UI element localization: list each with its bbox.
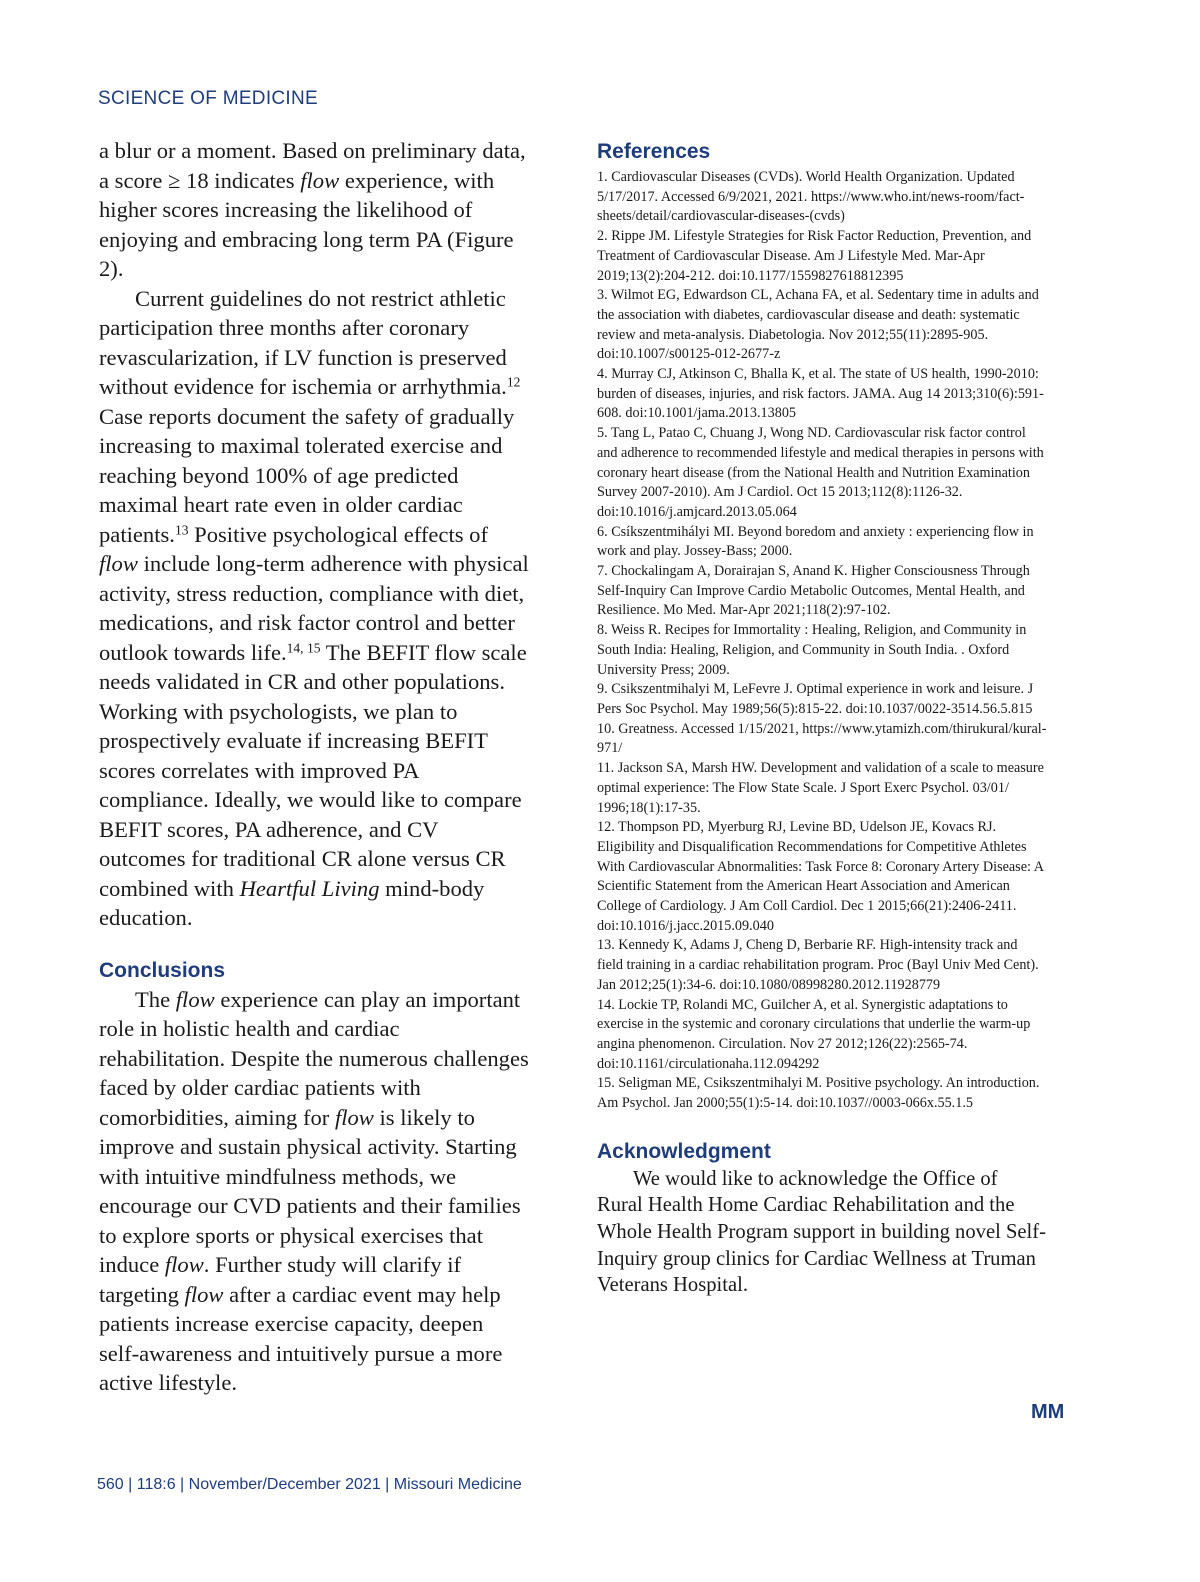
reference-item: 12. Thompson PD, Myerburg RJ, Levine BD, Udelson JE, Kovacs RJ. Eligibility and Disqualification Recommendations for Competitive Athletes With Cardiovascular Abnormalities: Task Force 8: Coronary Artery Disease: A Scientific Statement from the American Heart Association and American College of Cardiology. J Am Coll Cardiol. Dec 1 2015;66(21):2406-2411. doi:10.1016/j.jacc.2015.09.040 (597, 819, 1044, 934)
references-list (597, 168, 1047, 1114)
references-heading: References (597, 140, 711, 163)
italic-term: flow (99, 551, 138, 576)
reference-item: 6. Csíkszentmihályi MI. Beyond boredom and anxiety : experiencing flow in work and play. Jossey-Bass; 2000. (597, 523, 1034, 560)
reference-item: 11. Jackson SA, Marsh HW. Development and validation of a scale to measure optimal experience: The Flow State Scale. J Sport Exerc Psychol. 03/01/ 1996;18(1):17-35. (597, 760, 1044, 816)
reference-item: 1. Cardiovascular Diseases (CVDs). World Health Organization. Updated 5/17/2017. Accessed 6/9/2021, 2021. https://www.who.int/news-room/fact-sheets/detail/cardiovascular-diseases-(cvds) (597, 169, 1025, 225)
section-label: SCIENCE OF MEDICINE (98, 88, 318, 109)
acknowledgment-heading: Acknowledgment (597, 1139, 771, 1163)
italic-term: flow (334, 1104, 374, 1130)
italic-term: flow (184, 1281, 224, 1307)
reference-item: 8. Weiss R. Recipes for Immortality : Healing, Religion, and Community in South India: Healing, Religion, and Community in South India. . Oxford University Press; 2009. (597, 622, 1027, 678)
right-column (597, 140, 1047, 1299)
body-paragraph-1: a blur or a moment. Based on preliminary data, a score ≥ 18 indicates flow experience, with higher scores increasing the likelihood of enjoying and embracing long term PA (Figure 2). (99, 138, 526, 281)
body-paragraph-2: Current guidelines do not restrict athletic participation three months after coronary revascularization, if LV function is preserved without evidence for ischemia or arrhythmia.$^{12}$ Case reports document the safety of gradually increasing to maximal tolerated exercise and reaching beyond 100% of age predicted maximal heart rate even in older cardiac patients.$^{13}$ Positive psychological effects of flow include long-term adherence with physical activity, stress reduction, compliance with diet, medications, and risk factor control and better outlook towards life.$^{14, 15}$ The BEFIT flow scale needs validated in CR and other populations. Working with psychologists, we plan to prospectively evaluate if increasing BEFIT scores correlates with improved PA compliance. Ideally, we would like to compare BEFIT scores, PA adherence, and CV outcomes for traditional CR alone versus CR combined with Heartful Living mind-body education. (99, 285, 529, 930)
left-column (99, 136, 529, 1398)
citation-superscript: 13 (174, 522, 189, 538)
italic-term: flow (300, 167, 340, 193)
acknowledgment-paragraph: We would like to acknowledge the Office of Rural Health Home Cardiac Rehabilitation and the Whole Health Program support in building novel Self-Inquiry group clinics for Cardiac Wellness at Truman Veterans Hospital. (597, 1167, 1046, 1297)
reference-item: 4. Murray CJ, Atkinson C, Bhalla K, et al. The state of US health, 1990-2010: burden of diseases, injuries, and risk factors. JAMA. Aug 14 2013;310(6):591-608. doi:10.1001/jama.2013.13805 (597, 366, 1044, 422)
page-footer: 560 | 118:6 | November/December 2021 | Missouri Medicine (97, 1476, 522, 1493)
reference-item: 14. Lockie TP, Rolandi MC, Guilcher A, et al. Synergistic adaptations to exercise in the systemic and coronary circulations that underlie the warm-up angina phenomenon. Circulation. Nov 27 2012;126(22):2565-74. doi:10.1161/circulationaha.112.094292 (597, 996, 1031, 1072)
italic-term: flow (164, 1252, 204, 1277)
reference-item: 2. Rippe JM. Lifestyle Strategies for Risk Factor Reduction, Prevention, and Treatment of Cardiovascular Disease. Am J Lifestyle Med. Mar-Apr 2019;13(2):204-212. doi:10.1177/1559827618812395 (597, 228, 1032, 284)
end-of-article-mark: MM (1031, 1401, 1065, 1423)
reference-item: 3. Wilmot EG, Edwardson CL, Achana FA, et al. Sedentary time in adults and the association with diabetes, cardiovascular disease and death: systematic review and meta-analysis. Diabetologia. Nov 2012;55(11):2895-905. doi:10.1007/s00125-012-2677-z (597, 287, 1039, 363)
reference-item: 5. Tang L, Patao C, Chuang J, Wong ND. Cardiovascular risk factor control and adherence to recommended lifestyle and medical therapies in persons with coronary heart disease (from the National Health and Nutrition Examination Survey 2007-2010). Am J Cardiol. Oct 15 2013;112(8):1126-32. doi:10.1016/j.amjcard.2013.05.064 (597, 425, 1044, 520)
reference-item: 9. Csikszentmihalyi M, LeFevre J. Optimal experience in work and leisure. J Pers Soc Psychol. May 1989;56(5):815-22. doi:10.1037/0022-3514.56.5.815 (597, 681, 1034, 717)
citation-superscript: 14, 15 (286, 640, 321, 656)
italic-term: flow (175, 986, 215, 1012)
citation-superscript: 12 (506, 374, 521, 390)
reference-item: 10. Greatness. Accessed 1/15/2021, https://www.ytamizh.com/thirukural/kural-971/ (597, 720, 1047, 757)
reference-item: 13. Kennedy K, Adams J, Cheng D, Berbarie RF. High-intensity track and field training in a cardiac rehabilitation program. Proc (Bayl Univ Med Cent). Jan 2012;25(1):34-6. doi:10.1080/08998280.2012.11928779 (597, 937, 1039, 993)
italic-term: Heartful Living (239, 875, 380, 901)
conclusions-heading: Conclusions (99, 958, 226, 982)
reference-item: 7. Chockalingam A, Dorairajan S, Anand K. Higher Consciousness Through Self-Inquiry Can Improve Cardio Metabolic Outcomes, Mental Health, and Resilience. Mo Med. Mar-Apr 2021;118(2):97-102. (597, 563, 1030, 619)
conclusions-paragraph: The flow experience can play an important role in holistic health and cardiac rehabilitation. Despite the numerous challenges faced by older cardiac patients with comorbidities, aiming for flow is likely to improve and sustain physical activity. Starting with intuitive mindfulness methods, we encourage our CVD patients and their families to explore sports or physical exercises that induce flow. Further study will clarify if targeting flow after a cardiac event may help patients increase exercise capacity, deepen self-awareness and intuitively pursue a more active lifestyle. (99, 986, 529, 1395)
reference-item: 15. Seligman ME, Csikszentmihalyi M. Positive psychology. An introduction. Am Psychol. Jan 2000;55(1):5-14. doi:10.1037//0003-066x.55.1.5 (597, 1075, 1040, 1112)
